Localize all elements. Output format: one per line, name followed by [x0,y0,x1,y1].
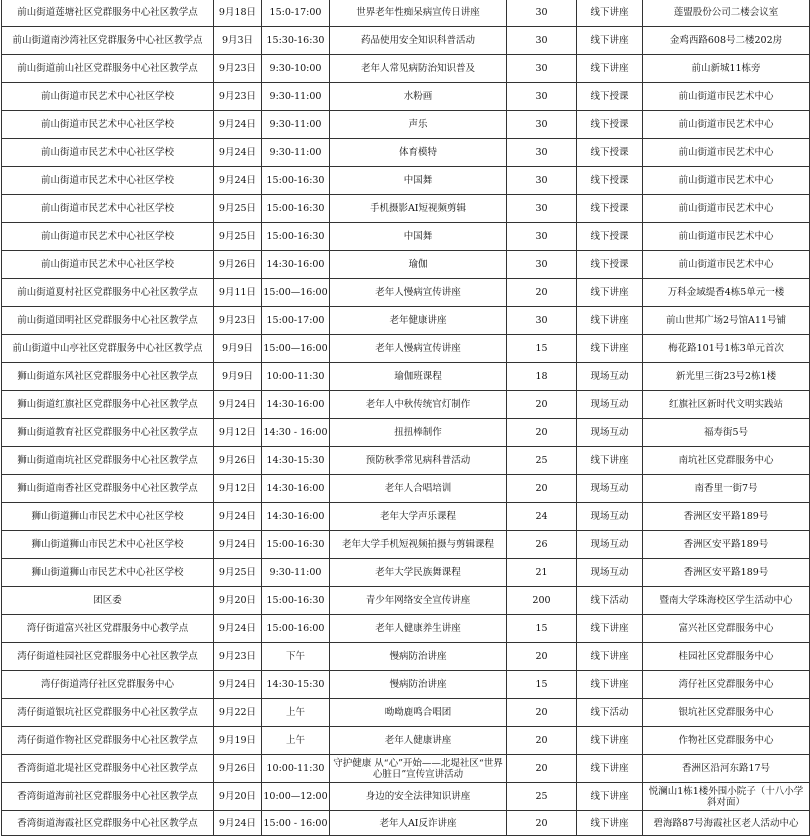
activity-title-cell: 中国舞 [330,223,507,251]
table-row [2,167,810,195]
location-cell: 前山街道市民艺术中心 [643,223,810,251]
organizer-cell: 狮山街道教育社区党群服务中心社区教学点 [2,419,214,447]
participant-count-cell: 200 [507,587,577,615]
activity-schedule-table [1,0,810,836]
activity-title-cell: 慢病防治讲座 [330,671,507,699]
organizer-cell: 香湾街道海霞社区党群服务中心社区教学点 [2,811,214,836]
location-cell: 南坑社区党群服务中心 [643,447,810,475]
activity-type-cell: 线下活动 [577,699,643,727]
organizer-cell: 前山街道市民艺术中心社区学校 [2,167,214,195]
date-cell: 9月23日 [214,643,262,671]
date-cell: 9月24日 [214,615,262,643]
time-cell: 9:30-11:00 [262,83,330,111]
organizer-cell: 狮山街道红旗社区党群服务中心社区教学点 [2,391,214,419]
activity-title-cell: 瑜伽 [330,251,507,279]
date-cell: 9月24日 [214,503,262,531]
participant-count-cell: 21 [507,559,577,587]
time-cell: 10:00-11:30 [262,755,330,783]
activity-type-cell: 现场互动 [577,503,643,531]
date-cell: 9月25日 [214,195,262,223]
activity-title-cell: 药品使用安全知识科普活动 [330,27,507,55]
time-cell: 14:30-16:00 [262,391,330,419]
participant-count-cell: 30 [507,307,577,335]
activity-type-cell: 线下讲座 [577,0,643,27]
activity-title-cell: 守护健康 从“心”开始——北堤社区“世界心脏日”宣传宣讲活动 [330,755,507,783]
location-cell: 湾仔社区党群服务中心 [643,671,810,699]
activity-title-cell: 老年大学民族舞课程 [330,559,507,587]
time-cell: 14:30 - 16:00 [262,419,330,447]
activity-title-cell: 老年人健康讲座 [330,727,507,755]
activity-type-cell: 线下讲座 [577,643,643,671]
organizer-cell: 前山街道市民艺术中心社区学校 [2,111,214,139]
date-cell: 9月24日 [214,671,262,699]
time-cell: 10:00—12:00 [262,783,330,811]
time-cell: 15:00-16:00 [262,615,330,643]
participant-count-cell: 20 [507,391,577,419]
organizer-cell: 狮山街道狮山市民艺术中心社区学校 [2,559,214,587]
participant-count-cell: 30 [507,0,577,27]
activity-type-cell: 线下授课 [577,195,643,223]
time-cell: 15:00-16:30 [262,587,330,615]
location-cell: 前山街道市民艺术中心 [643,167,810,195]
table-row [2,111,810,139]
time-cell: 15:00-16:30 [262,223,330,251]
table-row [2,811,810,836]
table-row [2,223,810,251]
activity-type-cell: 线下授课 [577,111,643,139]
time-cell: 15:00-16:30 [262,195,330,223]
date-cell: 9月11日 [214,279,262,307]
date-cell: 9月26日 [214,755,262,783]
table-row [2,251,810,279]
activity-type-cell: 现场互动 [577,391,643,419]
location-cell: 香洲区安平路189号 [643,531,810,559]
date-cell: 9月24日 [214,139,262,167]
activity-type-cell: 线下授课 [577,167,643,195]
date-cell: 9月26日 [214,447,262,475]
date-cell: 9月19日 [214,727,262,755]
time-cell: 14:30-15:30 [262,671,330,699]
time-cell: 下午 [262,643,330,671]
participant-count-cell: 15 [507,615,577,643]
location-cell: 万科金域缇香4栋5单元一楼 [643,279,810,307]
participant-count-cell: 15 [507,671,577,699]
date-cell: 9月24日 [214,811,262,836]
organizer-cell: 前山街道夏村社区党群服务中心社区教学点 [2,279,214,307]
activity-type-cell: 线下活动 [577,587,643,615]
date-cell: 9月25日 [214,559,262,587]
date-cell: 9月3日 [214,27,262,55]
location-cell: 前山街道市民艺术中心 [643,83,810,111]
activity-title-cell: 身边的安全法律知识讲座 [330,783,507,811]
activity-type-cell: 线下讲座 [577,279,643,307]
participant-count-cell: 30 [507,223,577,251]
table-row [2,503,810,531]
activity-title-cell: 世界老年性痴呆病宣传日讲座 [330,0,507,27]
participant-count-cell: 20 [507,811,577,836]
table-row [2,139,810,167]
location-cell: 福寿街5号 [643,419,810,447]
date-cell: 9月20日 [214,783,262,811]
activity-type-cell: 线下讲座 [577,615,643,643]
date-cell: 9月24日 [214,531,262,559]
time-cell: 15:00—16:00 [262,335,330,363]
activity-title-cell: 老年人慢病宣传讲座 [330,279,507,307]
table-row [2,475,810,503]
date-cell: 9月18日 [214,0,262,27]
participant-count-cell: 24 [507,503,577,531]
table-body [2,0,810,836]
participant-count-cell: 20 [507,475,577,503]
date-cell: 9月12日 [214,475,262,503]
table-row [2,419,810,447]
location-cell: 前山街道市民艺术中心 [643,195,810,223]
activity-type-cell: 线下讲座 [577,27,643,55]
participant-count-cell: 30 [507,111,577,139]
location-cell: 桂园社区党群服务中心 [643,643,810,671]
participant-count-cell: 30 [507,83,577,111]
table-row [2,55,810,83]
organizer-cell: 香湾街道北堤社区党群服务中心社区教学点 [2,755,214,783]
activity-title-cell: 老年大学手机短视频拍摄与剪辑课程 [330,531,507,559]
location-cell: 前山新城11栋旁 [643,55,810,83]
participant-count-cell: 20 [507,643,577,671]
time-cell: 10:00-11:30 [262,363,330,391]
participant-count-cell: 25 [507,447,577,475]
location-cell: 前山世邦广场2号馆A11号铺 [643,307,810,335]
activity-title-cell: 预防秋季常见病科普活动 [330,447,507,475]
table-row [2,307,810,335]
date-cell: 9月22日 [214,699,262,727]
activity-title-cell: 呦呦鹿鸣合唱团 [330,699,507,727]
table-row [2,279,810,307]
time-cell: 14:30-16:00 [262,251,330,279]
activity-type-cell: 线下讲座 [577,727,643,755]
activity-title-cell: 老年人常见病防治知识普及 [330,55,507,83]
organizer-cell: 前山街道市民艺术中心社区学校 [2,251,214,279]
location-cell: 新光里三街23号2栋1楼 [643,363,810,391]
participant-count-cell: 30 [507,195,577,223]
activity-title-cell: 老年人AI反诈讲座 [330,811,507,836]
location-cell: 前山街道市民艺术中心 [643,111,810,139]
location-cell: 梅花路101号1栋3单元首次 [643,335,810,363]
organizer-cell: 前山街道市民艺术中心社区学校 [2,139,214,167]
date-cell: 9月23日 [214,55,262,83]
activity-type-cell: 现场互动 [577,419,643,447]
activity-title-cell: 中国舞 [330,167,507,195]
time-cell: 9:30-11:00 [262,139,330,167]
participant-count-cell: 15 [507,335,577,363]
time-cell: 15:0-17:00 [262,0,330,27]
organizer-cell: 前山街道市民艺术中心社区学校 [2,83,214,111]
participant-count-cell: 20 [507,727,577,755]
activity-title-cell: 声乐 [330,111,507,139]
time-cell: 9:30-11:00 [262,559,330,587]
date-cell: 9月25日 [214,223,262,251]
participant-count-cell: 20 [507,699,577,727]
table-row [2,587,810,615]
activity-type-cell: 线下授课 [577,83,643,111]
location-cell: 前山街道市民艺术中心 [643,139,810,167]
activity-type-cell: 线下讲座 [577,671,643,699]
activity-type-cell: 线下授课 [577,251,643,279]
organizer-cell: 湾仔街道作物社区党群服务中心社区教学点 [2,727,214,755]
table-row [2,447,810,475]
activity-title-cell: 老年大学声乐课程 [330,503,507,531]
date-cell: 9月24日 [214,111,262,139]
activity-title-cell: 老年人合唱培训 [330,475,507,503]
organizer-cell: 狮山街道狮山市民艺术中心社区学校 [2,531,214,559]
activity-title-cell: 扭扭棒制作 [330,419,507,447]
table-row [2,643,810,671]
organizer-cell: 前山街道前山社区党群服务中心社区教学点 [2,55,214,83]
location-cell: 香洲区安平路189号 [643,503,810,531]
time-cell: 上午 [262,699,330,727]
organizer-cell: 狮山街道南香社区党群服务中心社区教学点 [2,475,214,503]
participant-count-cell: 30 [507,27,577,55]
time-cell: 15:00-16:30 [262,167,330,195]
participant-count-cell: 26 [507,531,577,559]
participant-count-cell: 30 [507,167,577,195]
participant-count-cell: 25 [507,783,577,811]
organizer-cell: 前山街道中山亭社区党群服务中心社区教学点 [2,335,214,363]
organizer-cell: 狮山街道狮山市民艺术中心社区学校 [2,503,214,531]
location-cell: 金鸡西路608号二楼202房 [643,27,810,55]
table-row [2,27,810,55]
time-cell: 9:30-11:00 [262,111,330,139]
activity-type-cell: 线下讲座 [577,783,643,811]
table-row [2,0,810,27]
activity-type-cell: 现场互动 [577,475,643,503]
activity-type-cell: 线下讲座 [577,55,643,83]
location-cell: 红旗社区新时代文明实践站 [643,391,810,419]
participant-count-cell: 20 [507,279,577,307]
time-cell: 15:00—16:00 [262,279,330,307]
activity-title-cell: 老年人慢病宣传讲座 [330,335,507,363]
location-cell: 悦澜山1栋1楼外围小院子（十八小学斜对面） [643,783,810,811]
organizer-cell: 前山街道市民艺术中心社区学校 [2,195,214,223]
organizer-cell: 湾仔街道银坑社区党群服务中心社区教学点 [2,699,214,727]
table-row [2,195,810,223]
table-row [2,755,810,783]
date-cell: 9月24日 [214,167,262,195]
activity-type-cell: 线下授课 [577,223,643,251]
time-cell: 9:30-10:00 [262,55,330,83]
activity-title-cell: 青少年网络安全宣传讲座 [330,587,507,615]
activity-type-cell: 线下讲座 [577,447,643,475]
date-cell: 9月9日 [214,363,262,391]
participant-count-cell: 30 [507,251,577,279]
date-cell: 9月9日 [214,335,262,363]
location-cell: 作物社区党群服务中心 [643,727,810,755]
activity-type-cell: 现场互动 [577,531,643,559]
table-row [2,391,810,419]
organizer-cell: 湾仔街道富兴社区党群服务中心教学点 [2,615,214,643]
time-cell: 15:00-16:30 [262,531,330,559]
participant-count-cell: 30 [507,55,577,83]
activity-title-cell: 体育模特 [330,139,507,167]
activity-title-cell: 老年人健康养生讲座 [330,615,507,643]
activity-title-cell: 老年人中秋传统官灯制作 [330,391,507,419]
participant-count-cell: 18 [507,363,577,391]
organizer-cell: 狮山街道南坑社区党群服务中心社区教学点 [2,447,214,475]
organizer-cell: 团区委 [2,587,214,615]
time-cell: 14:30-16:00 [262,503,330,531]
activity-type-cell: 线下讲座 [577,811,643,836]
activity-type-cell: 线下授课 [577,139,643,167]
location-cell: 前山街道市民艺术中心 [643,251,810,279]
location-cell: 莲盟股份公司二楼会议室 [643,0,810,27]
participant-count-cell: 30 [507,139,577,167]
date-cell: 9月24日 [214,391,262,419]
table-row [2,727,810,755]
time-cell: 15:00 - 16:00 [262,811,330,836]
organizer-cell: 湾仔街道湾仔社区党群服务中心 [2,671,214,699]
organizer-cell: 狮山街道东风社区党群服务中心社区教学点 [2,363,214,391]
location-cell: 暨南大学珠海校区学生活动中心 [643,587,810,615]
activity-title-cell: 瑜伽班课程 [330,363,507,391]
table-row [2,531,810,559]
organizer-cell: 前山街道南沙湾社区党群服务中心社区教学点 [2,27,214,55]
activity-type-cell: 现场互动 [577,559,643,587]
location-cell: 银坑社区党群服务中心 [643,699,810,727]
time-cell: 15:30-16:30 [262,27,330,55]
participant-count-cell: 20 [507,755,577,783]
date-cell: 9月23日 [214,83,262,111]
organizer-cell: 香湾街道海前社区党群服务中心社区教学点 [2,783,214,811]
activity-title-cell: 老年健康讲座 [330,307,507,335]
activity-type-cell: 现场互动 [577,363,643,391]
table-row [2,783,810,811]
table-row [2,559,810,587]
date-cell: 9月20日 [214,587,262,615]
time-cell: 上午 [262,727,330,755]
location-cell: 香洲区安平路189号 [643,559,810,587]
table-row [2,363,810,391]
time-cell: 14:30-16:00 [262,475,330,503]
organizer-cell: 前山街道市民艺术中心社区学校 [2,223,214,251]
participant-count-cell: 20 [507,419,577,447]
date-cell: 9月23日 [214,307,262,335]
organizer-cell: 前山街道団明社区党群服务中心社区教学点 [2,307,214,335]
time-cell: 14:30-15:30 [262,447,330,475]
activity-type-cell: 线下讲座 [577,335,643,363]
location-cell: 碧海路87号海霞社区老人活动中心 [643,811,810,836]
location-cell: 富兴社区党群服务中心 [643,615,810,643]
table-row [2,671,810,699]
date-cell: 9月26日 [214,251,262,279]
location-cell: 南香里一街7号 [643,475,810,503]
table-row [2,699,810,727]
time-cell: 15:00-17:00 [262,307,330,335]
table-row [2,83,810,111]
table-row [2,335,810,363]
activity-type-cell: 线下讲座 [577,755,643,783]
date-cell: 9月12日 [214,419,262,447]
organizer-cell: 湾仔街道桂园社区党群服务中心社区教学点 [2,643,214,671]
activity-title-cell: 手机摄影AI短视频剪辑 [330,195,507,223]
table-row [2,615,810,643]
location-cell: 香洲区沿河东路17号 [643,755,810,783]
activity-title-cell: 慢病防治讲座 [330,643,507,671]
organizer-cell: 前山街道莲塘社区党群服务中心社区教学点 [2,0,214,27]
activity-title-cell: 水粉画 [330,83,507,111]
activity-type-cell: 线下讲座 [577,307,643,335]
